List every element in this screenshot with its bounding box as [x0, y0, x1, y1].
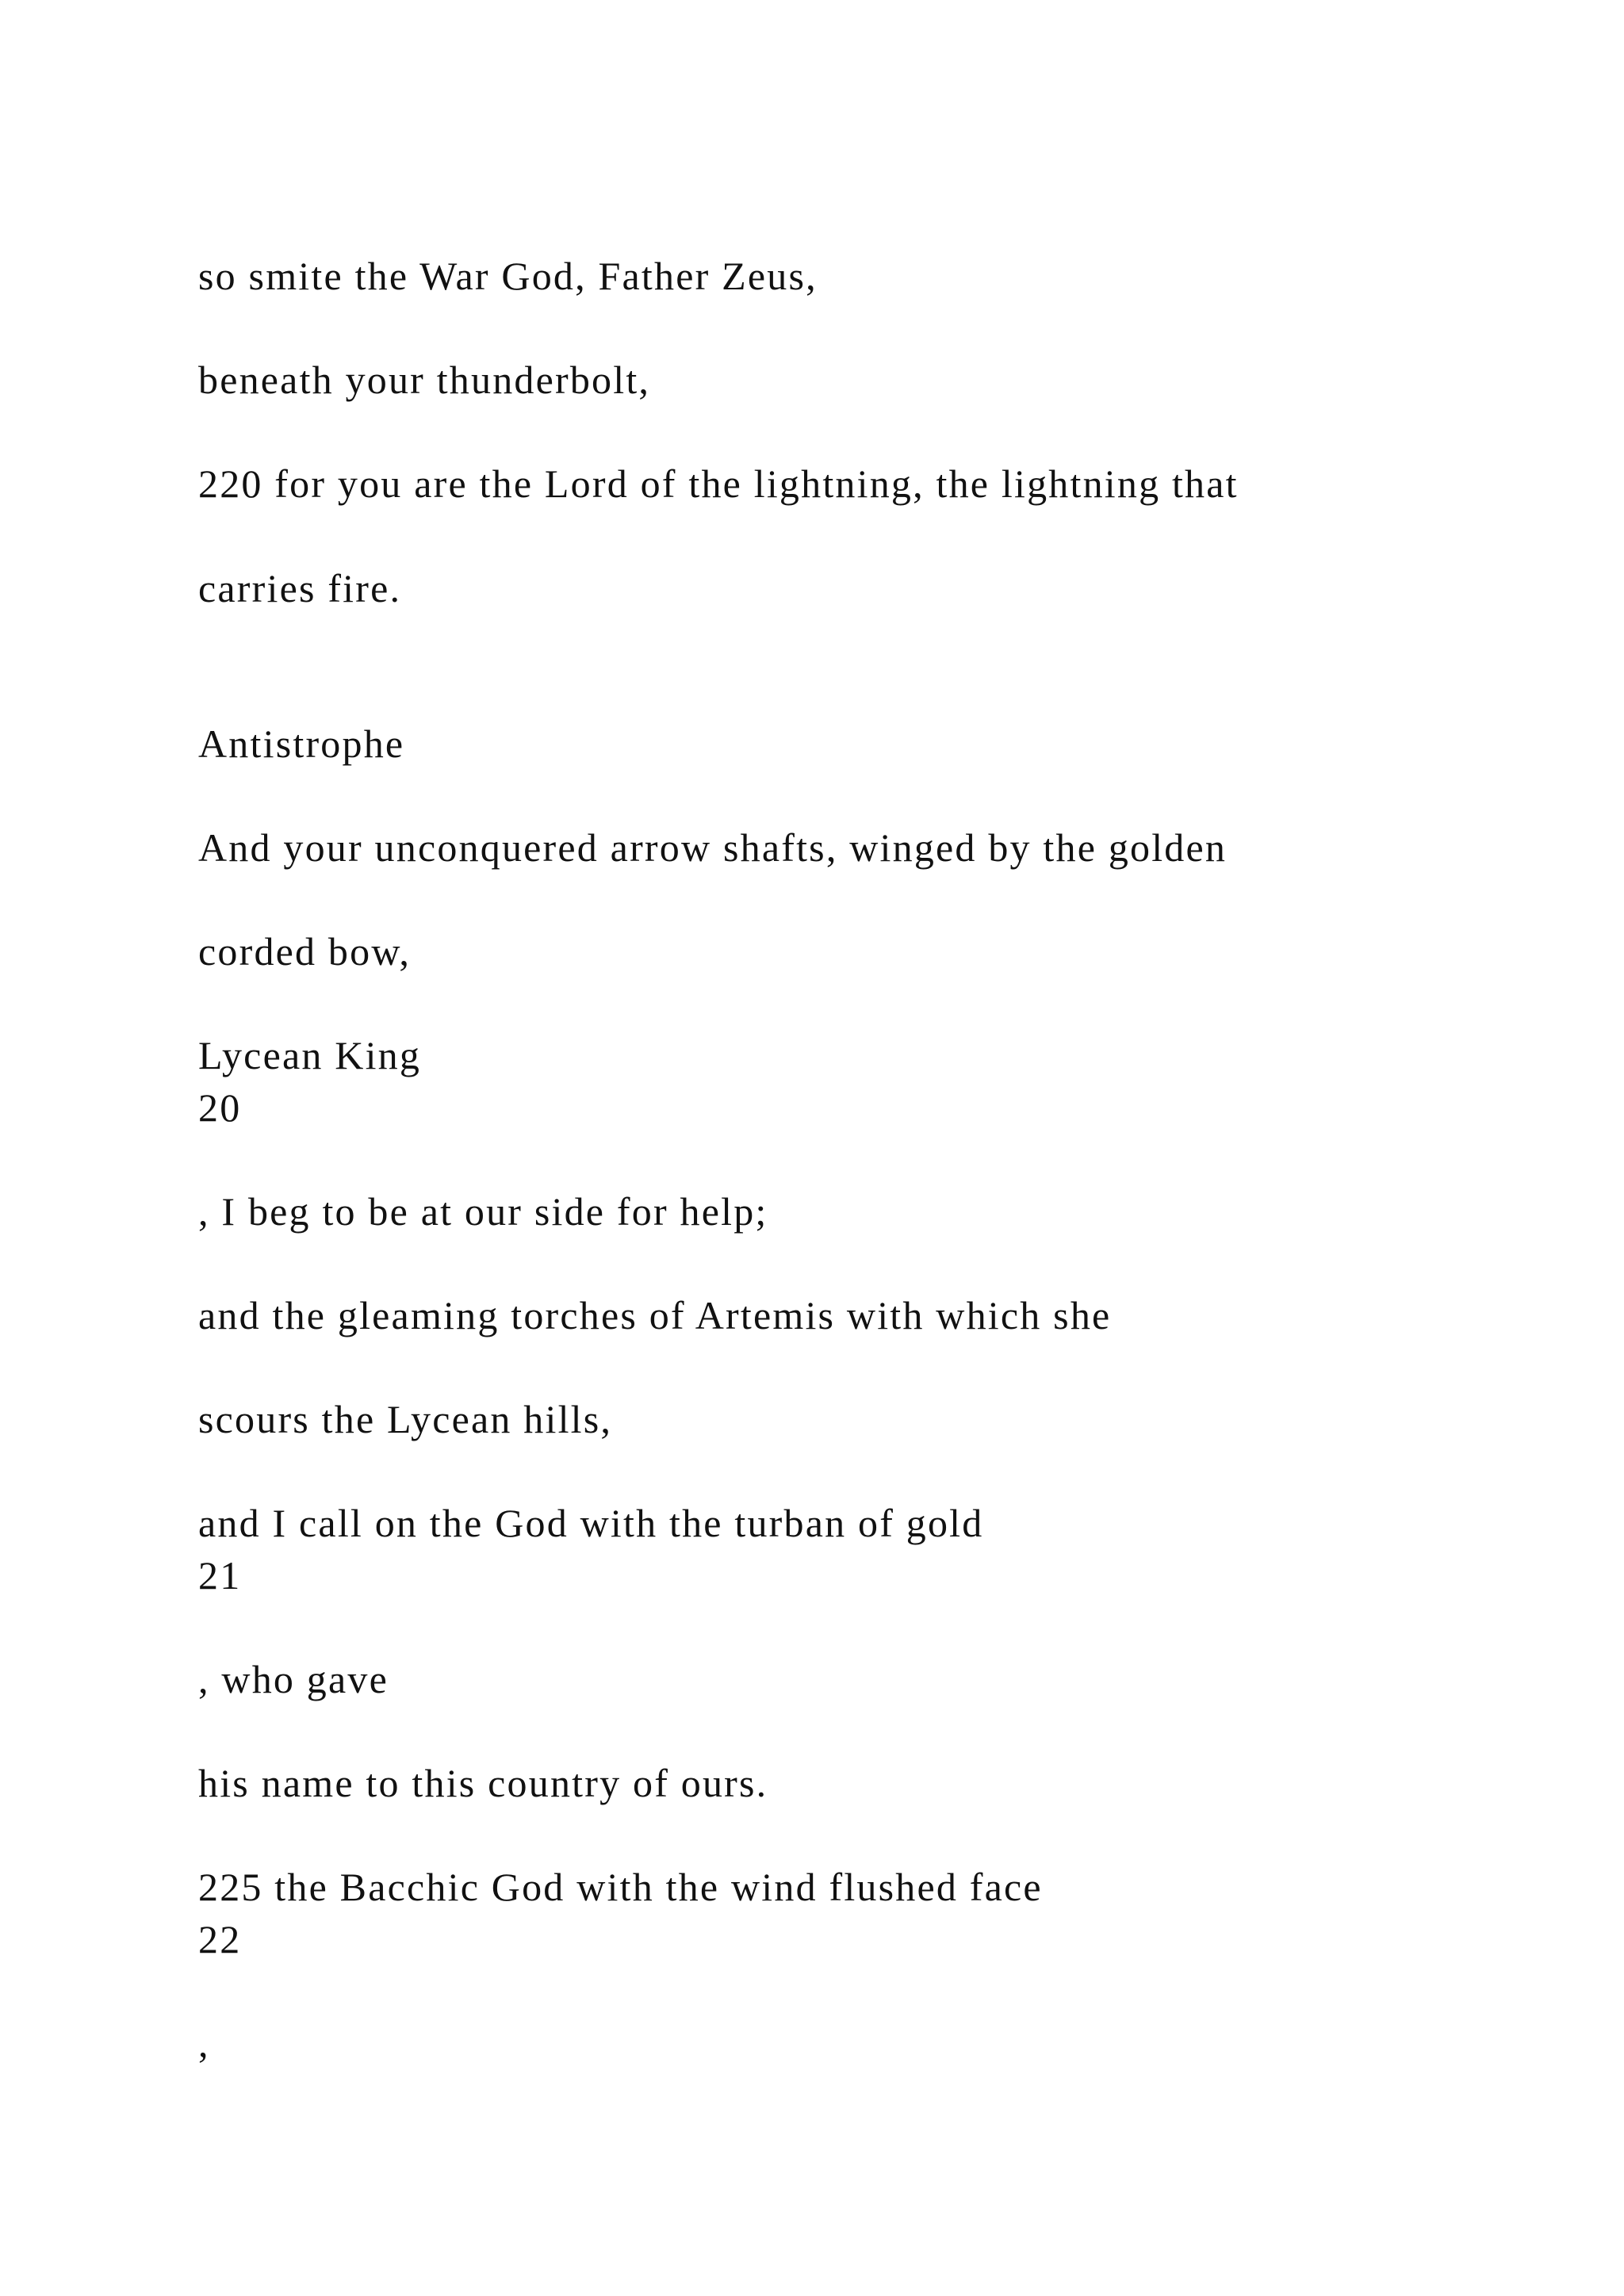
- text-line: so smite the War God, Father Zeus,: [198, 254, 818, 298]
- text-line: and I call on the God with the turban of gold: [198, 1501, 984, 1545]
- footnote-marker: 22: [198, 1917, 242, 1961]
- text-line: , I beg to be at our side for help;: [198, 1189, 768, 1234]
- text-line: his name to this country of ours.: [198, 1761, 768, 1805]
- text-line: And your unconquered arrow shafts, winged by the golden: [198, 825, 1228, 870]
- text-line: beneath your thunderbolt,: [198, 358, 651, 402]
- text-line: carries fire.: [198, 566, 402, 610]
- text-line: Lycean King: [198, 1033, 422, 1077]
- text-line: corded bow,: [198, 929, 412, 974]
- text-line: , who gave: [198, 1657, 389, 1701]
- text-line: 220 for you are the Lord of the lightning, the lightning that: [198, 461, 1239, 506]
- footnote-marker: 21: [198, 1553, 242, 1598]
- footnote-marker: 20: [198, 1085, 242, 1130]
- text-line: and the gleaming torches of Artemis with which she: [198, 1293, 1112, 1337]
- text-line: 225 the Bacchic God with the wind flushed face: [198, 1865, 1043, 1909]
- section-heading: Antistrophe: [198, 721, 405, 766]
- text-line: ,: [198, 2021, 210, 2065]
- text-line: scours the Lycean hills,: [198, 1397, 613, 1441]
